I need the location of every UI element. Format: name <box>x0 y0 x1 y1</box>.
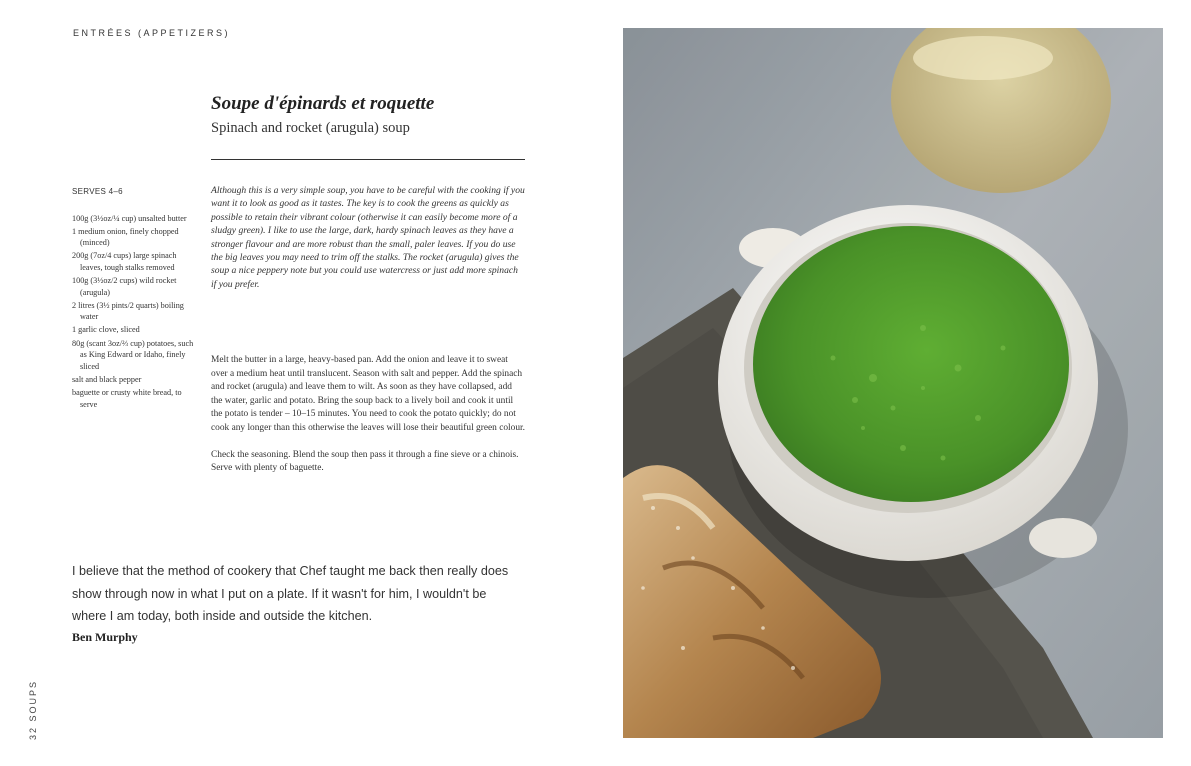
ingredient-item: 1 medium onion, finely chopped (minced) <box>72 226 179 248</box>
section-header: ENTRÉES (APPETIZERS) <box>73 28 231 38</box>
recipe-title-block <box>211 92 525 138</box>
title-divider <box>211 159 525 160</box>
bowl-handle-right <box>1029 518 1097 558</box>
ingredient-item: salt and black pepper <box>72 374 142 384</box>
recipe-title-french: Soupe d'épinards et roquette <box>211 93 435 114</box>
ingredient-item: 1 garlic clove, sliced <box>72 325 140 335</box>
ingredient-item: 100g (3½oz/¼ cup) unsalted butter <box>72 213 187 223</box>
recipe-intro: Although this is a very simple soup, you have to be careful with the cooking if you want it to look as good as it tastes. The key is to cook the greens as quickly as possible to retain their vibrant colour (otherwise it can easily become more of a sludgy green). I like to use the large, dark, hardy spinach leaves as they have a stronger flavour and are more robust than the small, paler leaves. If you do use the big leaves you may need to trim off the stalks. The rocket (arugula) gives the soup a nice peppery note but you could use watercress or just add more spinach if you prefer. <box>211 185 525 290</box>
page-folio: 32 SOUPS <box>28 679 38 740</box>
method-paragraph: Check the seasoning. Blend the soup then pass it through a fine sieve or a chinois. Serve with plenty of baguette. <box>211 449 519 474</box>
serves-label: SERVES 4–6 <box>72 187 123 196</box>
recipe-method <box>211 354 525 489</box>
ingredient-item: 2 litres (3½ pints/2 quarts) boiling water <box>72 300 184 322</box>
soup-photo <box>623 28 1163 738</box>
recipe-title-english: Spinach and rocket (arugula) soup <box>211 120 410 136</box>
ingredient-item: 80g (scant 3oz/⅔ cup) potatoes, such as King Edward or Idaho, finely sliced <box>72 338 194 371</box>
chef-quote: I believe that the method of cookery that Chef taught me back then really does show through now in what I put on a plate. If it wasn't for him, I wouldn't be where I am today, both inside and outside the kitchen. <box>72 564 509 623</box>
quote-author: Ben Murphy <box>72 630 138 644</box>
ingredient-item: 200g (7oz/4 cups) large spinach leaves, tough stalks removed <box>72 251 177 272</box>
method-paragraph: Melt the butter in a large, heavy-based pan. Add the onion and leave it to sweat over a medium heat until translucent. Season with salt and pepper. Add the spinach and rocket (arugula) and leave them to wilt. As soon as they have collapsed, add the water, garlic and potato. Bring the soup back to a lively boil and cook it until the potato is tender – 10–15 minutes. You need to cook the potato quickly; do not cook any longer than this otherwise the leaves will lose their beautiful green colour. <box>211 355 525 433</box>
green-soup <box>753 226 1069 502</box>
ingredient-item: 100g (3½oz/2 cups) wild rocket (arugula) <box>72 276 177 297</box>
ingredients-list <box>72 186 200 412</box>
soup-photo-illustration <box>623 28 1163 738</box>
ingredient-item: baguette or crusty white bread, to serve <box>72 387 182 409</box>
